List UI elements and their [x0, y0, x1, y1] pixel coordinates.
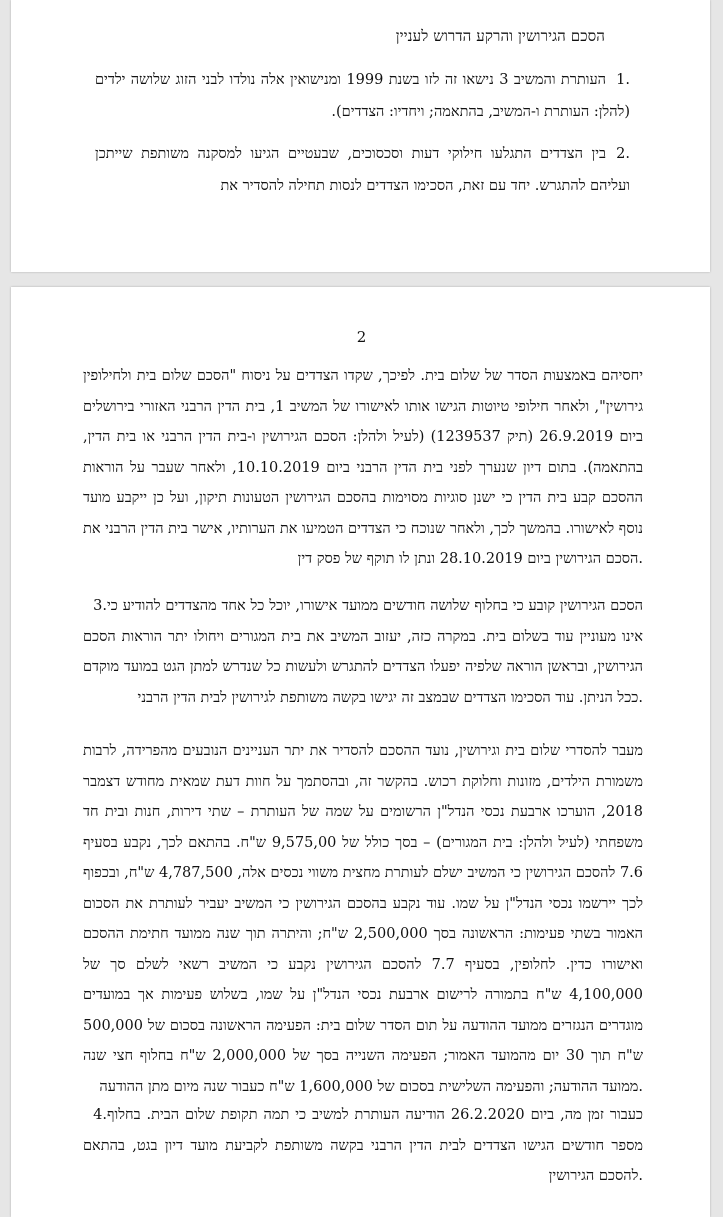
paragraph-text: כעבור זמן מה, ביום 26.2.2020 הודיעה העותרת למשיב כי תמה תקופת שלום הבית. בחלוף מספר חודשים הגישו הצדדים לבית הדין הרבני בקשה משותפת לקביעת מועד דיון בגט, בהתאם להסכם הגירושין.: [83, 1107, 643, 1184]
paragraph-2: [95, 138, 630, 202]
paragraph-number: 2.: [616, 146, 630, 162]
paragraph-number: 3.: [93, 598, 107, 614]
paragraph-number: 4.: [93, 1107, 107, 1123]
paragraph-1: [95, 64, 630, 128]
paragraph-4: [83, 1100, 643, 1192]
paragraph-text: בין הצדדים התגלעו חילוקי דעות וסכסוכים, שבעטיים הגיעו למסקנה משותפת שייתכן ועליהם להתגרש. יחד עם זאת, הסכימו הצדדים לנסות תחילה להסדיר את: [95, 146, 630, 194]
previous-page: [11, 0, 710, 272]
paragraph-property: מעבר להסדרי שלום בית וגירושין, נועד ההסכם להסדיר את יתר העניינים הנובעים מהפרידה, לרבות משמורת הילדים, מזונות וחלוקת רכוש. בהקשר זה, ובהסתמך על חוות דעת שמאית מחודש דצמבר 2018, הוערכו ארבעת נכסי הנדל"ן הרשומים על שמה של העותרת – שתי דירות, חנות ובית חד משפחתי (לעיל ולהלן: בית המגורים) – בסך כולל של 9,575,00 ש"ח. בהתאם לכך, נקבע בסעיף 7.6 להסכם הגירושין כי המשיב ישלם לעותרת מחצית משווי נכסים אלה, 4,787,500 ש"ח, ובכפוף לכך יירשמו נכסי הנדל"ן על שמו. עוד נקבע בהסכם הגירושין כי המשיב יעביר לעותרת את הסכום האמור בשתי פעימות: הראשונה בסך 2,500,000 ש"ח; והיתרה תוך שנה ממועד חתימת ההסכם ואישורו כדין. לחלופין, בסעיף 7.7 להסכם הגירושין נקבע כי המשיב רשאי לשלם סך של 4,100,000 ש"ח בתמורה לרישום ארבעת נכסי הנדל"ן על שמו, בשלוש פעימות אך במועדים מוגדרים הנגזרים ממועד ההודעה על תום הסדר שלום בית: הפעימה הראשונה בסכום של 500,000 ש"ח תוך 30 יום מהמועד האמור; הפעימה השנייה בסך של 2,000,000 ש"ח בחלוף חצי שנה ממועד ההודעה; והפעימה השלישית בסכום של 1,600,000 ש"ח כעבור שנה מיום מתן ההודעה.: [83, 743, 643, 1095]
paragraph-3: [83, 591, 643, 713]
paragraph-text: הסכם הגירושין קובע כי בחלוף שלושה חודשים ממועד אישורו, יוכל כל אחד מהצדדים להודיע כי אינו מעוניין עוד בשלום בית. במקרה כזה, יעזוב המשיב את בית המגורים ויחולו יתר הוראות הסכם הגירושין, ובראשן הוראה שלפיה יפעלו הצדדים להתגרש ולעשות כל שנדרש למתן הגט במועד מוקדם ככל הניתן. עוד הסכימו הצדדים שבמצב זה יגישו בקשה משותפת לגירושין לבית הדין הרבני.: [83, 598, 643, 706]
page-number: 2: [356, 328, 367, 346]
paragraph-number: 1.: [616, 72, 630, 88]
paragraph-continuation: יחסיהם באמצעות הסדר של שלום בית. לפיכך, שקדו הצדדים על ניסוח "הסכם שלום בית ולחילופין גירושין", ולאחר חילופי טיוטות הגישו אותו לאישורו של המשיב 1, בית הדין הרבני האזורי בירושלים ביום 26.9.2019 (תיק 1239537) (לעיל ולהלן: הסכם הגירושין ו-בית הדין הרבני או בית הדין, בהתאמה). בתום דיון שנערך לפני בית הדין הרבני ביום 10.10.2019, ולאחר שעבר על הוראות ההסכם קבע בית הדין כי ישנן סוגיות מסוימות בהסכם הגירושין הטעונות תיקון, ועל כן ייקבע מועד נוסף לאישורו. בהמשך לכך, ולאחר שנוכח כי הצדדים הטמיעו את הערותיו, אישר בית הדין הרבני את הסכם הגירושין ביום 28.10.2019 ונתן לו תוקף של פסק דין.: [83, 368, 644, 567]
paragraph-text: העותרת והמשיב 3 נישאו זה לזו בשנת 1999 ומנישואין אלה נולדו לבני הזוג שלושה ילדים (להלן: העותרת ו-המשיב, בהתאמה; ויחדיו: הצדדים).: [95, 72, 630, 120]
section-heading: הסכם הגירושין והרקע הדרוש לעניין: [395, 27, 605, 45]
